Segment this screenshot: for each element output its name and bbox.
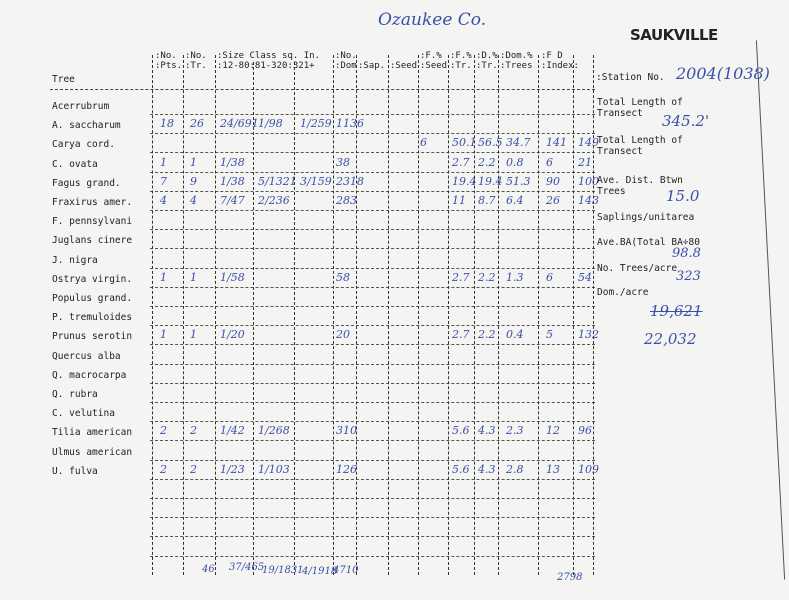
tree-row-cell: 2.7 [452,328,470,342]
tree-row-cell: 0.8 [506,155,524,169]
tree-row-label: Populus grand. [52,293,133,304]
tree-row-cell: 2.2 [478,328,496,342]
tree-row-cell: 58 [336,270,350,284]
tree-row-cell: 5/1321 [258,174,297,188]
tree-row-cell: 4 [160,194,167,207]
tree-row-cell: 24/691 [220,117,259,131]
tree-row-label: Quercus alba [52,350,121,362]
total-length-value: 345.2' [662,112,710,130]
tree-row-label: Fraxirus amer. [52,197,133,208]
tree-row-cell: 90 [546,174,560,188]
tree-row-cell: 19.4 [478,174,503,188]
avg-ba-value: 98.8 [672,246,701,261]
tree-row-label: C. ovata [52,158,98,170]
tree-row-cell: 1 [190,328,197,342]
tree-row-label: Ostrya virgin. [52,273,133,285]
station-label: :Station No. [596,72,665,83]
tree-row-cell: 3/159 [300,174,332,188]
tree-row-cell: 5 [546,328,553,342]
dom-per-acre-value: 22,032 [644,330,697,348]
tree-row-cell: 1/38 [220,174,245,188]
tree-row-cell: 6.4 [506,194,524,207]
trees-per-acre-label: No. Trees/acre [597,263,678,274]
trees-per-acre-value: 323 [676,269,701,284]
hdr-no-tr: :No. :Tr. [185,51,207,71]
tree-row-cell: 4 [190,194,197,207]
tree-row-cell: 1 [190,270,197,284]
tree-row-cell: 4.3 [478,462,496,476]
tree-row-cell: 310 [336,424,357,438]
tree-row-cell: 2 [160,462,167,476]
tree-row-cell: 2 [160,424,167,438]
tree-row-cell: 1/103 [258,462,290,476]
tree-row-cell: 6 [420,136,427,150]
tree-row-cell: 11 [452,194,466,207]
hdr-dom-trees: :Dom.% :Trees [500,51,533,71]
tree-row-cell: 5.6 [452,424,470,438]
tree-row-cell: 20 [336,328,350,342]
tree-row-cell: 1136 [336,117,364,131]
tree-row-cell: 1/58 [220,270,245,284]
hdr-size-class: :Size Class sq. In. :12-80:81-320:321+ [217,51,320,71]
hdr-ftr: :F.% :Tr. [450,51,472,71]
hdr-no-pts: :No. :Pts. [155,51,183,71]
tree-row-label: P. tremuloides [52,312,133,324]
tree-row-cell: 1 [160,155,167,169]
tree-row-cell: 26 [190,117,204,131]
tree-row-cell: 13 [546,462,560,476]
hdr-dom: :No. :Dom [335,51,357,71]
tree-row-label: Tilia american [52,427,133,439]
tree-row-label: Acerrubrum [52,101,110,112]
hdr-tree: Tree [52,74,75,85]
tree-row-cell: 6 [546,155,553,169]
avg-dist-label: Ave. Dist. Btwn [597,175,683,186]
tree-row-cell: 50.1 [452,136,477,150]
tree-row-cell: 5.6 [452,462,470,476]
tree-row-cell: 12 [546,424,560,438]
tree-row-cell: 8.7 [478,194,496,207]
tree-row-label: Carya cord. [52,139,115,151]
tree-row-cell: 1 [190,155,197,169]
tree-row-label: A. saccharum [52,120,121,132]
tree-row-cell: 54 [578,270,592,284]
tree-row-cell: 0.4 [506,328,524,342]
tree-row-label: F. pennsylvani [52,216,133,228]
hdr-fd-index: :F D :Index: [541,51,579,71]
tree-row-cell: 7 [160,174,167,188]
tree-row-label: U. fulva [52,465,98,477]
tree-row-cell: 18 [160,117,174,131]
tree-row-cell: 1/20 [220,328,245,342]
tree-row-cell: 141 [546,136,567,150]
tree-row-cell: 126 [336,462,357,476]
tree-row-cell: 2 [190,424,197,438]
tree-row-cell: 19.4 [452,174,477,188]
tree-row-label: J. nigra [52,254,98,266]
tree-row-cell: 9 [190,174,197,188]
tree-row-cell: 143 [578,194,599,207]
tree-row-cell: 2.2 [478,155,496,169]
tree-row-cell: 109 [578,462,599,476]
tree-row-cell: 2.7 [452,155,470,169]
tree-row-cell: 2318 [336,174,364,188]
total-length-label: Total Length of [597,97,683,108]
tree-row-label: Juglans cinere [52,235,133,247]
tree-row-label: Ulmus american [52,446,133,458]
tree-row-cell: 21 [578,155,592,169]
tree-row-cell: 132 [578,328,599,342]
dom-per-acre-label: Dom./acre [597,287,649,298]
tree-row-cell: 2/236 [258,194,290,207]
avg-ba-label: Ave.BA(Total BA÷80 [597,237,700,248]
tree-row-cell: 1/23 [220,462,245,476]
tree-row-cell: 4.3 [478,424,496,438]
tree-row-label: Fagus grand. [52,177,121,189]
tree-row-label: C. velutina [52,408,115,420]
station-number-value: 2004(1038) [676,64,770,83]
tree-row-label: Q. macrocarpa [52,369,127,381]
tree-row-cell: 1/259 [300,117,332,131]
tree-row-cell: 1 [160,328,167,342]
tree-row-cell: 149 [578,136,599,150]
data-sheet: Ozaukee Co. SAUKVILLE 2004(1038) :No. :Pts. :No. :Tr. :Size Class sq. In. :12-80:81-320:321+ :No. :Dom :Sap. :Seed :F.% :Seed :F.% :Tr. :D.% :Tr. :Dom.% :Trees :F D :Index: Tree :Station No. Acerrubrum A. saccharum 18 26 24/691 1/98 1/259 1136 Carya cord. 6 50.1 56.5 34.7 141 149 C. ovata 1 1 1/38 38 2.7 2.2 0.8 6 21 Fagus grand. 7 9 1/38 5/1321 3/159 2318 19.4 19.4 51.3 90 100 Fraxirus amer. 4 4 7/47 2/236 283 11 8.7 6.4 26 143 F. pennsylvani Juglans cinere J. nigra Ostrya virgin. 1 1 1/58 58 2.7 2.2 1.3 6 54 Populus grand. P. tremuloides Prunus serotin 1 1 1/20 20 2.7 2.2 0.4 5 132 Quercus alba Q. macrocarpa Q. rubra C. velutina Tilia american 2 2 1/42 1/268 310 5.6 4.3 2.3 12 96 Ulmus american U. fulva 2 2 1/23 1/103 126 5.6 4.3 2.8 13 109 Total Length of Transect 345.2' Total Length of Transect Ave. Dist. Btwn Trees 15.0 Saplings/unitarea Ave.BA(Total BA÷80 98.8 No. Trees/acre 323 Dom./acre 19,621 22,032 46 37/465 19/1831 4/1918 4710 2798 [0,0,789,600]
tree-row-cell: 56.5 [478,136,503,150]
hdr-dtr: :D.% :Tr. [476,51,498,71]
tree-row-cell: 1/98 [258,117,283,131]
site-name: SAUKVILLE [630,26,718,44]
tree-row-cell: 1.3 [506,270,524,284]
saplings-label: Saplings/unitarea [597,212,695,223]
tree-row-cell: 51.3 [506,174,531,188]
hdr-sap: :Sap. [358,61,386,71]
tree-row-label: Q. rubra [52,389,98,400]
tree-row-label: Prunus serotin [52,331,133,343]
tree-row-cell: 2.2 [478,270,496,284]
tree-row-cell: 100 [578,174,599,188]
tree-row-cell: 1/38 [220,155,245,169]
tree-row-cell: 283 [336,194,357,207]
tree-row-cell: 7/47 [220,194,245,207]
dom-per-acre-struck: 19,621 [650,302,703,320]
tree-row-cell: 6 [546,270,553,284]
county-title: Ozaukee Co. [378,10,487,30]
avg-dist-value: 15.0 [666,187,700,205]
tree-row-cell: 2 [190,462,197,476]
tree-row-cell: 34.7 [506,136,531,150]
tree-row-cell: 2.3 [506,424,524,438]
tree-row-cell: 2.7 [452,270,470,284]
tree-row-cell: 1 [160,270,167,284]
tree-row-cell: 1/268 [258,424,290,438]
tree-row-cell: 96 [578,424,592,438]
tree-row-cell: 38 [336,155,350,169]
hdr-fseed: :F.% :Seed [420,51,448,71]
tree-row-cell: 26 [546,194,560,207]
hdr-seed: :Seed [390,61,418,71]
tree-row-cell: 2.8 [506,462,524,476]
tree-row-cell: 1/42 [220,424,245,438]
